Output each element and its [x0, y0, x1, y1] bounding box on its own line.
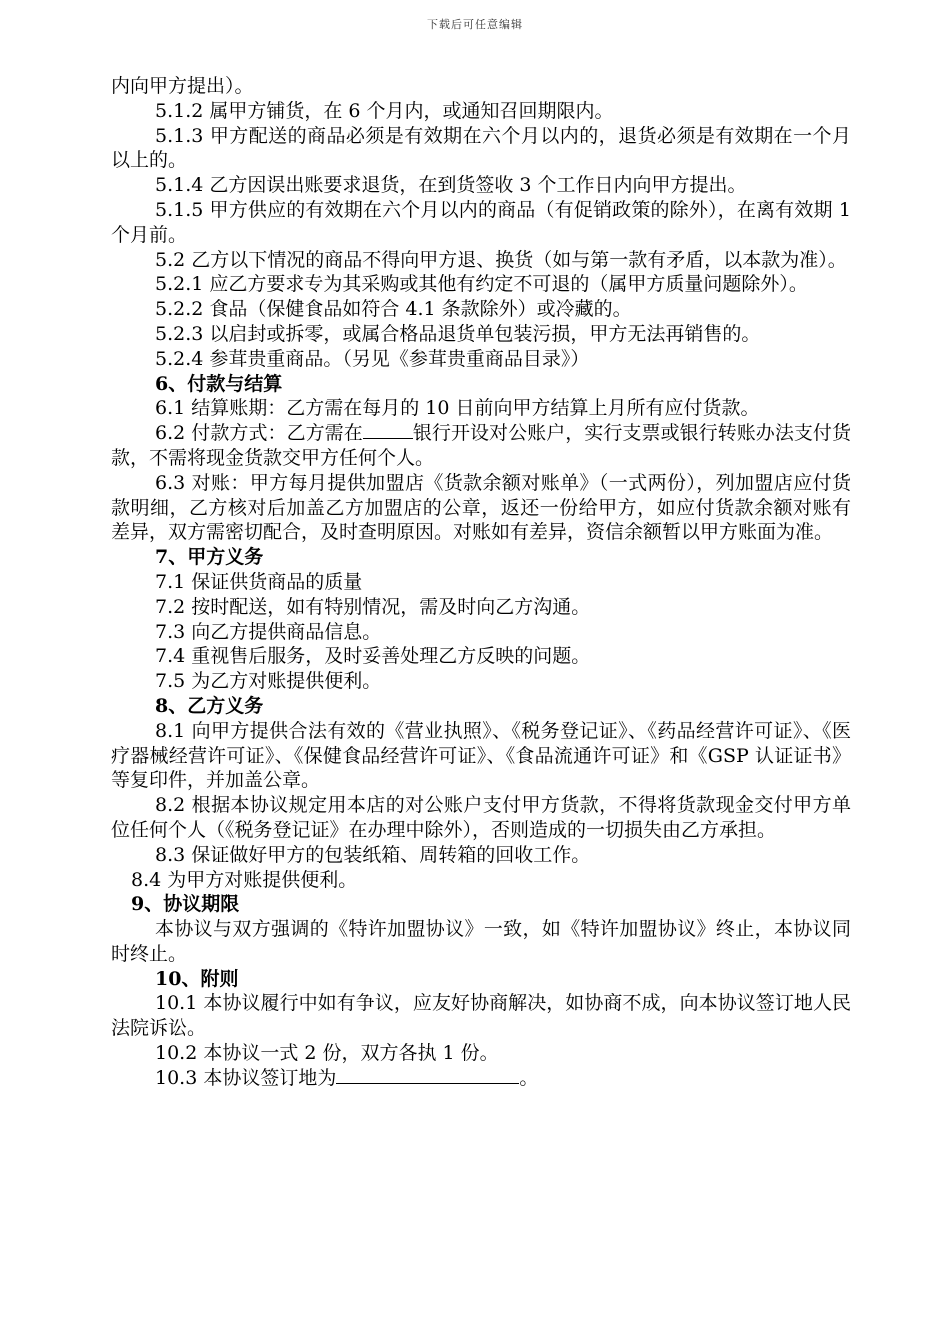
- clause-8-2: 8.2 根据本协议规定用本店的对公账户支付甲方货款，不得将货款现金交付甲方单位任何个人（《税务登记证》在办理中除外），否则造成的一切损失由乙方承担。: [111, 794, 851, 841]
- clause-5-1-5: 5.1.5 甲方供应的有效期在六个月以内的商品（有促销政策的除外），在离有效期 1 个月前。: [111, 198, 851, 246]
- clause-5-1-4: 5.1.4 乙方因误出账要求退货，在到货签收 3 个工作日内向甲方提出。: [155, 174, 747, 197]
- bank-name-blank: [363, 421, 413, 439]
- section-heading-10: 10、附则: [155, 967, 239, 990]
- clause-6-2: [111, 421, 851, 471]
- clause-10-2: 10.2 本协议一式 2 份，双方各执 1 份。: [155, 1042, 499, 1065]
- clause-6-1: 6.1 结算账期：乙方需在每月的 10 日前向甲方结算上月所有应付货款。: [155, 397, 760, 420]
- clause-7-5: 7.5 为乙方对账提供便利。: [155, 670, 382, 693]
- clause-10-3-part-a: 10.3 本协议签订地为: [155, 1066, 337, 1089]
- clause-7-3: 7.3 向乙方提供商品信息。: [155, 620, 382, 643]
- clause-7-4: 7.4 重视售后服务，及时妥善处理乙方反映的问题。: [155, 645, 591, 668]
- clause-8-3: 8.3 保证做好甲方的包装纸箱、周转箱的回收工作。: [155, 843, 591, 866]
- clause-5-1-3: 5.1.3 甲方配送的商品必须是有效期在六个月以内的，退货必须是有效期在一个月以上的。: [111, 124, 851, 172]
- clause-6-3: 6.3 对账：甲方每月提供加盟店《货款余额对账单》（一式两份），列加盟店应付货款明细，乙方核对后加盖乙方加盟店的公章，返还一份给甲方，如应付货款余额对账有差异，双方需密切配合，及时查明原因。对账如有差异，资信余额暂以甲方账面为准。: [111, 471, 851, 544]
- clause-8-4: 8.4 为甲方对账提供便利。: [131, 868, 358, 891]
- clause-10-3: [111, 1066, 851, 1091]
- section-heading-6: 6、付款与结算: [155, 372, 283, 395]
- clause-6-2-part-b: 银行开设对公账户，实行支票或银行转账办法支付货款，不需将现金货款交甲方任何个人。: [111, 422, 851, 469]
- section-heading-8: 8、乙方义务: [155, 694, 264, 717]
- page-header-note: 下载后可任意编辑: [427, 18, 523, 31]
- clause-8-1: 8.1 向甲方提供合法有效的《营业执照》、《税务登记证》、《药品经营许可证》、《医疗器械经营许可证》、《保健食品经营许可证》、《食品流通许可证》和《GSP 认证证书》等复印件，并加盖公章。: [111, 719, 851, 792]
- clause-10-1: 10.1 本协议履行中如有争议，应友好协商解决，如协商不成，向本协议签订地人民法院诉讼。: [111, 992, 851, 1040]
- section-heading-9: 9、协议期限: [131, 893, 240, 916]
- clause-7-1: 7.1 保证供货商品的质量: [155, 570, 363, 593]
- clause-5-2-2: 5.2.2 食品（保健食品如符合 4.1 条款除外）或冷藏的。: [155, 298, 632, 321]
- document-body: [111, 74, 851, 1091]
- clause-5-2-4: 5.2.4 参茸贵重商品。（另见《参茸贵重商品目录》）: [155, 347, 590, 370]
- clause-9-body: 本协议与双方强调的《特许加盟协议》一致，如《特许加盟协议》终止，本协议同时终止。: [111, 918, 851, 965]
- paragraph-5-1-1-tail: 内向甲方提出）。: [111, 75, 254, 97]
- clause-5-1-2: 5.1.2 属甲方铺货，在 6 个月内，或通知召回期限内。: [155, 99, 614, 122]
- signing-place-blank: [336, 1066, 519, 1084]
- clause-10-3-part-b: 。: [519, 1066, 539, 1089]
- clause-5-2: 5.2 乙方以下情况的商品不得向甲方退、换货（如与第一款有矛盾，以本款为准）。: [155, 248, 847, 271]
- clause-5-2-3: 5.2.3 以启封或拆零，或属合格品退货单包装污损，甲方无法再销售的。: [155, 322, 761, 345]
- clause-7-2: 7.2 按时配送，如有特别情况，需及时向乙方沟通。: [155, 595, 591, 618]
- clause-6-2-part-a: 6.2 付款方式：乙方需在: [155, 422, 363, 445]
- clause-5-2-1: 5.2.1 应乙方要求专为其采购或其他有约定不可退的（属甲方质量问题除外）。: [155, 273, 808, 296]
- section-heading-7: 7、甲方义务: [155, 546, 264, 569]
